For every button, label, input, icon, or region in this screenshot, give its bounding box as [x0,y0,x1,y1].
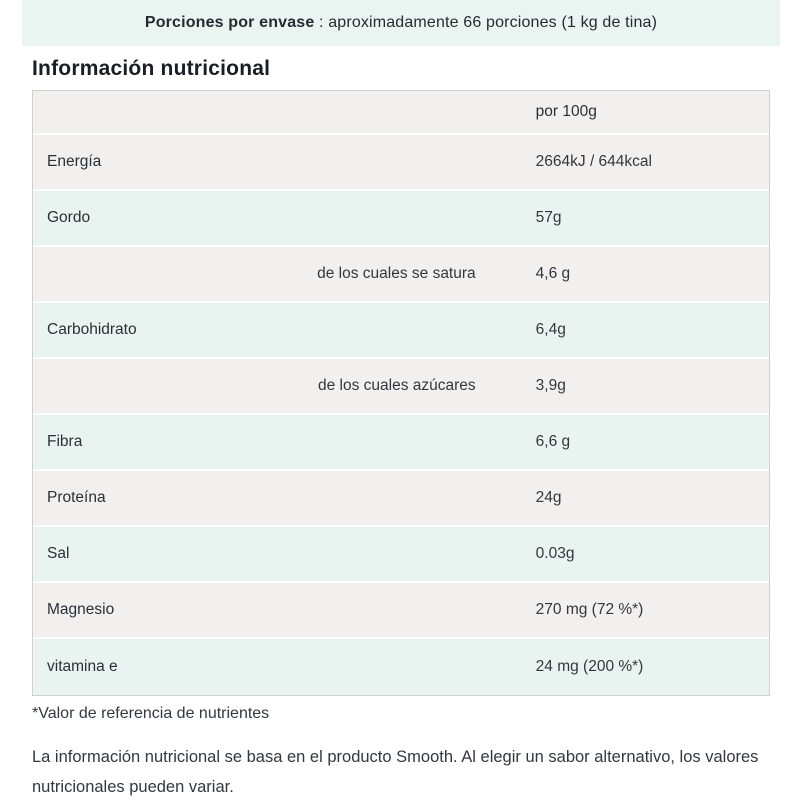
table-row [33,191,769,247]
servings-label: Porciones por envase [144,14,315,31]
row-label: Proteína [33,471,532,527]
nutrition-disclaimer: La información nutricional se basa en el producto Smooth. Al elegir un sabor alternativo, los valores nutricionales pueden variar. [32,748,759,796]
table-row [33,359,769,415]
row-label: Fibra [33,415,532,471]
servings-value: : aproximadamente 66 porciones (1 kg de tina) [314,14,658,31]
row-label: Carbohidrato [33,303,532,359]
table-header-row [33,91,769,135]
row-value: 2664kJ / 644kcal [532,135,769,191]
row-label: de los cuales se satura [33,247,532,303]
reference-footnote: *Valor de referencia de nutrientes [32,705,270,722]
row-value: 6,6 g [532,415,769,471]
row-label: Sal [33,527,532,583]
row-label: de los cuales azúcares [33,359,532,415]
row-value: 3,9g [532,359,769,415]
page-title: Información nutricional [32,57,271,80]
table-row [33,583,769,639]
column-header-per-100g: por 100g [532,91,769,135]
row-value: 24g [532,471,769,527]
row-label: Magnesio [33,583,532,639]
row-value: 4,6 g [532,247,769,303]
row-value: 0.03g [532,527,769,583]
row-value: 6,4g [532,303,769,359]
table-row [33,639,769,695]
table-row [33,471,769,527]
row-label: Gordo [33,191,532,247]
table-row [33,247,769,303]
table-row [33,135,769,191]
row-label: vitamina e [33,639,532,695]
servings-banner-text [145,14,657,32]
row-label: Energía [33,135,532,191]
table-row [33,527,769,583]
row-value: 24 mg (200 %*) [532,639,769,695]
header-empty-cell [33,91,532,135]
nutrition-table-container [32,90,770,696]
row-value: 270 mg (72 %*) [532,583,769,639]
nutrition-table-body [33,135,769,695]
table-row [33,303,769,359]
table-row [33,415,769,471]
nutrition-table [33,91,769,695]
servings-banner [22,0,780,46]
row-value: 57g [532,191,769,247]
